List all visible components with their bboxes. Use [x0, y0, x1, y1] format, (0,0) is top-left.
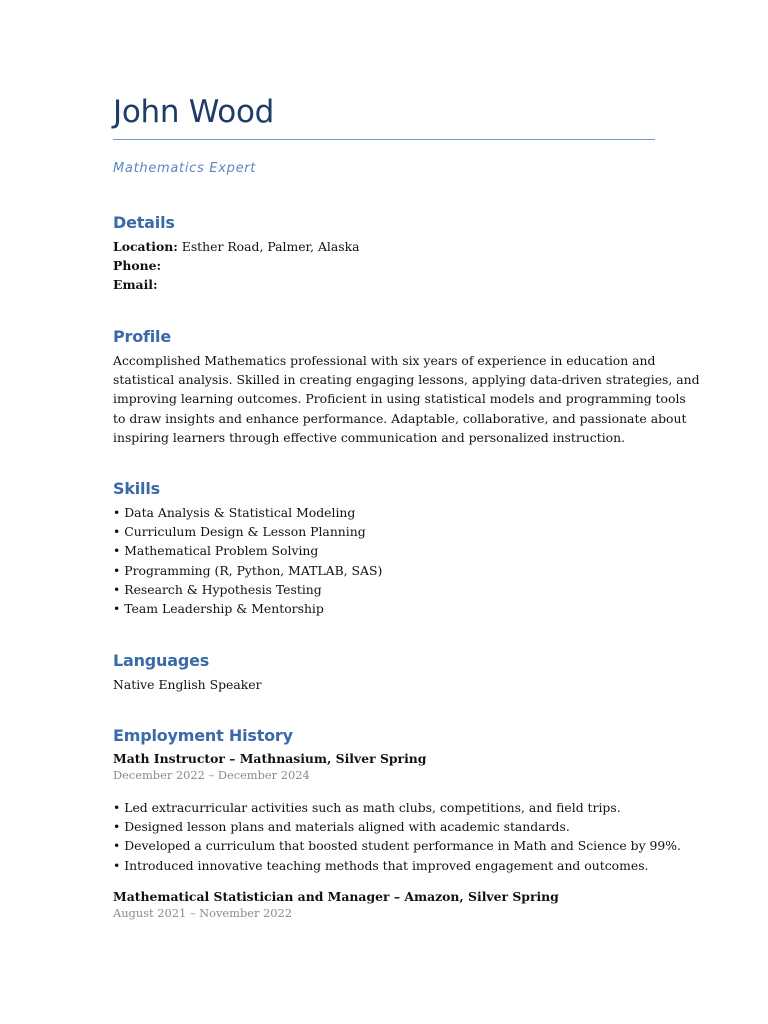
profile-line: inspiring learners through effective communication and personalized instruction. — [113, 429, 626, 445]
job-bullet: • Designed lesson plans and materials aligned with academic standards. — [113, 817, 681, 836]
skills-heading: Skills — [113, 479, 160, 498]
job-title: Math Instructor – Mathnasium, Silver Spring — [113, 751, 427, 766]
skill-item: • Curriculum Design & Lesson Planning — [113, 522, 382, 541]
job-bullet: • Developed a curriculum that boosted student performance in Math and Science by 99%. — [113, 836, 681, 855]
language-item: Native English Speaker — [113, 677, 262, 692]
details-heading: Details — [113, 213, 175, 232]
job-bullet: • Led extracurricular activities such as math clubs, competitions, and field trips. — [113, 798, 681, 817]
header-divider — [113, 139, 655, 140]
profile-line: to draw insights and enhance performance. Adaptable, collaborative, and passionate about — [113, 410, 687, 426]
phone-line — [113, 256, 161, 275]
skills-list — [113, 503, 382, 618]
location-label: Location: — [113, 239, 178, 254]
profile-heading: Profile — [113, 327, 171, 346]
profile-line: improving learning outcomes. Proficient in using statistical models and programming tools — [113, 391, 686, 407]
skill-item: • Mathematical Problem Solving — [113, 541, 382, 560]
skill-item: • Team Leadership & Mentorship — [113, 599, 382, 618]
job-dates: August 2021 – November 2022 — [113, 906, 293, 920]
job-bullet: • Introduced innovative teaching methods that improved engagement and outcomes. — [113, 856, 681, 875]
skill-item: • Data Analysis & Statistical Modeling — [113, 503, 382, 522]
job-bullets — [113, 798, 681, 875]
location-line — [113, 237, 360, 256]
profile-line: Accomplished Mathematics professional with six years of experience in education and — [113, 353, 656, 368]
languages-heading: Languages — [113, 651, 210, 670]
skill-item: • Programming (R, Python, MATLAB, SAS) — [113, 561, 382, 580]
resume-name: John Wood — [113, 94, 275, 130]
email-line — [113, 275, 158, 294]
job-title: Mathematical Statistician and Manager – Amazon, Silver Spring — [113, 889, 559, 904]
profile-line: statistical analysis. Skilled in creating engaging lessons, applying data-driven strategies, and — [113, 372, 700, 388]
employment-heading: Employment History — [113, 726, 293, 745]
phone-label: Phone: — [113, 258, 162, 273]
skill-item: • Research & Hypothesis Testing — [113, 580, 382, 599]
job-dates: December 2022 – December 2024 — [113, 768, 310, 782]
email-label: Email: — [113, 277, 158, 292]
location-value: Esther Road, Palmer, Alaska — [181, 239, 360, 254]
resume-subtitle: Mathematics Expert — [113, 161, 257, 176]
profile-paragraph — [113, 351, 700, 447]
